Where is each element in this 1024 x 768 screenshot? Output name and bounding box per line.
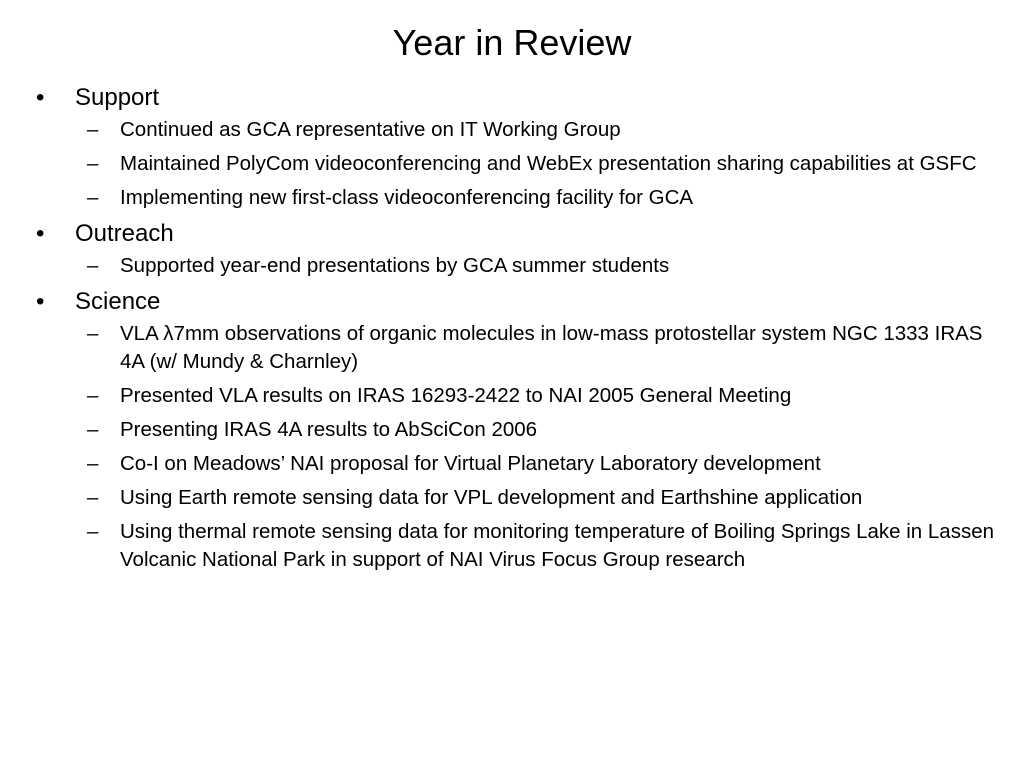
section-heading: Outreach [75, 220, 174, 247]
dash-icon: – [87, 520, 99, 543]
list-item [36, 518, 996, 574]
sub-list-science [36, 320, 996, 574]
section-heading: Science [75, 288, 161, 315]
bullet-science [36, 286, 996, 318]
section-outreach [36, 218, 996, 280]
dash-icon: – [87, 384, 99, 407]
list-item [36, 382, 996, 410]
list-item-text: Implementing new first-class videoconferencing facility for GCA [120, 186, 694, 209]
list-item-text: Continued as GCA representative on IT Working Group [120, 118, 621, 141]
list-item [36, 252, 996, 280]
section-support [36, 82, 996, 212]
dash-icon: – [87, 452, 99, 475]
dash-icon: – [87, 322, 99, 345]
list-item-text: Presented VLA results on IRAS 16293-2422 to NAI 2005 General Meeting [120, 384, 792, 407]
list-item-text: Maintained PolyCom videoconferencing and WebEx presentation sharing capabilities at GSFC [120, 152, 977, 175]
bullet-icon: • [36, 84, 45, 111]
list-item-text: Presenting IRAS 4A results to AbSciCon 2006 [120, 418, 538, 441]
list-item [36, 116, 996, 144]
sub-list-outreach [36, 252, 996, 280]
dash-icon: – [87, 486, 99, 509]
list-item [36, 320, 996, 376]
slide-content [36, 80, 996, 580]
bullet-support [36, 82, 996, 114]
dash-icon: – [87, 118, 99, 141]
list-item [36, 484, 996, 512]
list-item [36, 416, 996, 444]
list-item-text: VLA λ7mm observations of organic molecules in low-mass protostellar system NGC 1333 IRAS 4A (w/ Mundy & Charnley) [120, 322, 983, 373]
slide-title: Year in Review [392, 22, 632, 63]
section-heading: Support [75, 84, 160, 111]
bullet-icon: • [36, 220, 45, 247]
list-item-text: Supported year-end presentations by GCA summer students [120, 254, 670, 277]
list-item-text: Co-I on Meadows’ NAI proposal for Virtual Planetary Laboratory development [120, 452, 821, 475]
sub-list-support [36, 116, 996, 212]
list-item [36, 150, 996, 178]
list-item [36, 450, 996, 478]
bullet-outreach [36, 218, 996, 250]
list-item [36, 184, 996, 212]
section-science [36, 286, 996, 574]
dash-icon: – [87, 254, 99, 277]
list-item-text: Using Earth remote sensing data for VPL development and Earthshine application [120, 486, 863, 509]
list-item-text: Using thermal remote sensing data for monitoring temperature of Boiling Springs Lake in Lassen Volcanic National Park in support of NAI Virus Focus Group research [120, 520, 994, 571]
dash-icon: – [87, 418, 99, 441]
dash-icon: – [87, 152, 99, 175]
bullet-icon: • [36, 288, 45, 315]
dash-icon: – [87, 186, 99, 209]
